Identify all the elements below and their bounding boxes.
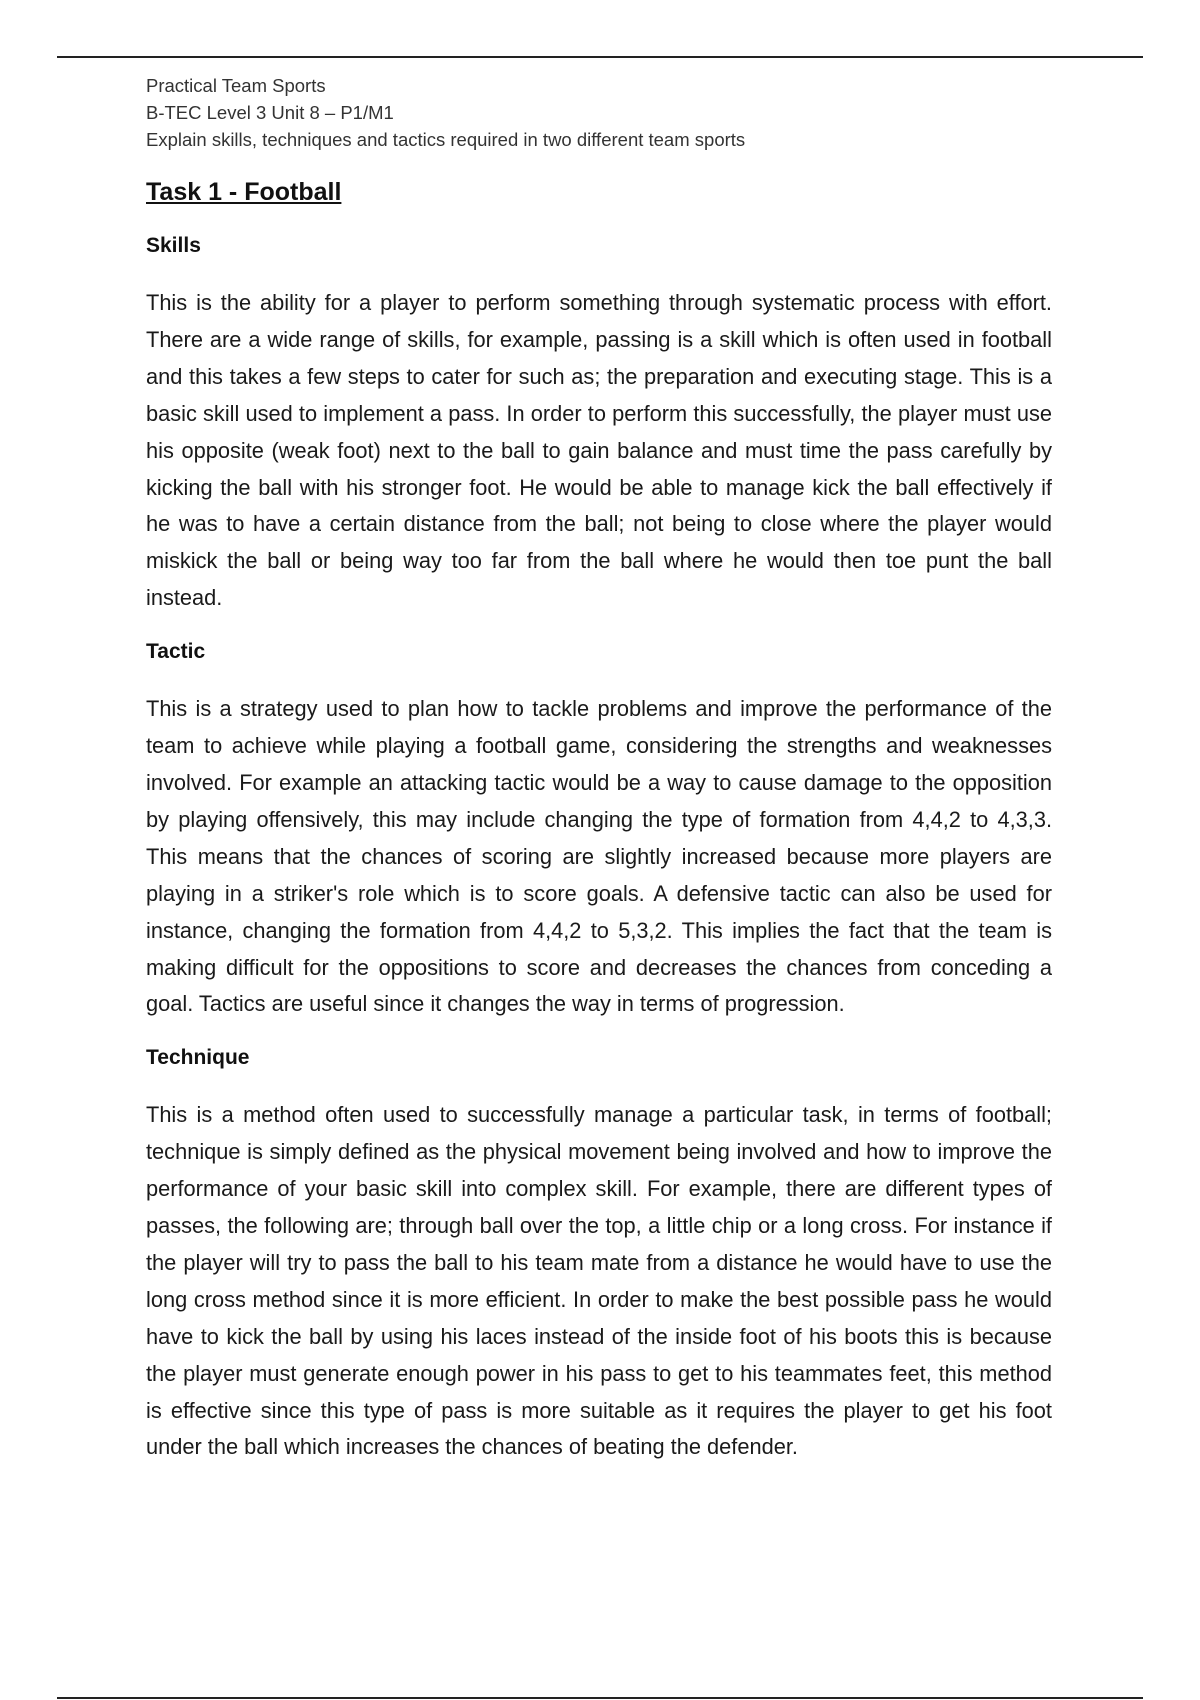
header-assignment-brief: Explain skills, techniques and tactics required in two different team sports (146, 129, 746, 150)
technique-paragraph: This is a method often used to successfully manage a particular task, in terms of football; technique is simply defined as the physical movement being involved and how to improve the performance of your basic skill into complex skill. For example, there are different types of passes, the following are; through ball over the top, a little chip or a long cross. For instance if the player will try to pass the ball to his team mate from a distance he would have to use the long cross method since it is more efficient. In order to make the best possible pass he would have to kick the ball by using his laces instead of the inside foot of his boots this is because the player must generate enough power in his pass to get to his teammates feet, this method is effective since this type of pass is more suitable as it requires the player to get his foot under the ball which increases the chances of beating the defender. (146, 1102, 1052, 1460)
document-body (146, 72, 1052, 1466)
tactic-paragraph: This is a strategy used to plan how to tackle problems and improve the performance of the team to achieve while playing a football game, considering the strengths and weaknesses involved. For example an attacking tactic would be a way to cause damage to the opposition by playing offensively, this may include changing the type of formation from 4,4,2 to 4,3,3. This means that the chances of scoring are slightly increased because more players are playing in a striker's role which is to score goals. A defensive tactic can also be used for instance, changing the formation from 4,4,2 to 5,3,2. This implies the fact that the team is making difficult for the oppositions to score and decreases the chances from conceding a goal. Tactics are useful since it changes the way in terms of progression. (146, 696, 1052, 1017)
header-course-title: Practical Team Sports (146, 75, 326, 96)
top-divider (57, 56, 1143, 58)
skills-paragraph: This is the ability for a player to perform something through systematic process with effort. There are a wide range of skills, for example, passing is a skill which is often used in football and this takes a few steps to cater for such as; the preparation and executing stage. This is a basic skill used to implement a pass. In order to perform this successfully, the player must use his opposite (weak foot) next to the ball to gain balance and must time the pass carefully by kicking the ball with his stronger foot. He would be able to manage kick the ball effectively if he was to have a certain distance from the ball; not being to close where the player would miskick the ball or being way too far from the ball where he would then toe punt the ball instead. (146, 290, 1052, 611)
bottom-divider (57, 1697, 1143, 1699)
tactic-heading: Tactic (146, 640, 206, 664)
skills-heading: Skills (146, 234, 201, 257)
technique-heading: Technique (146, 1046, 250, 1070)
header-unit-code: B-TEC Level 3 Unit 8 – P1/M1 (146, 102, 394, 123)
task-title: Task 1 - Football (146, 178, 342, 206)
